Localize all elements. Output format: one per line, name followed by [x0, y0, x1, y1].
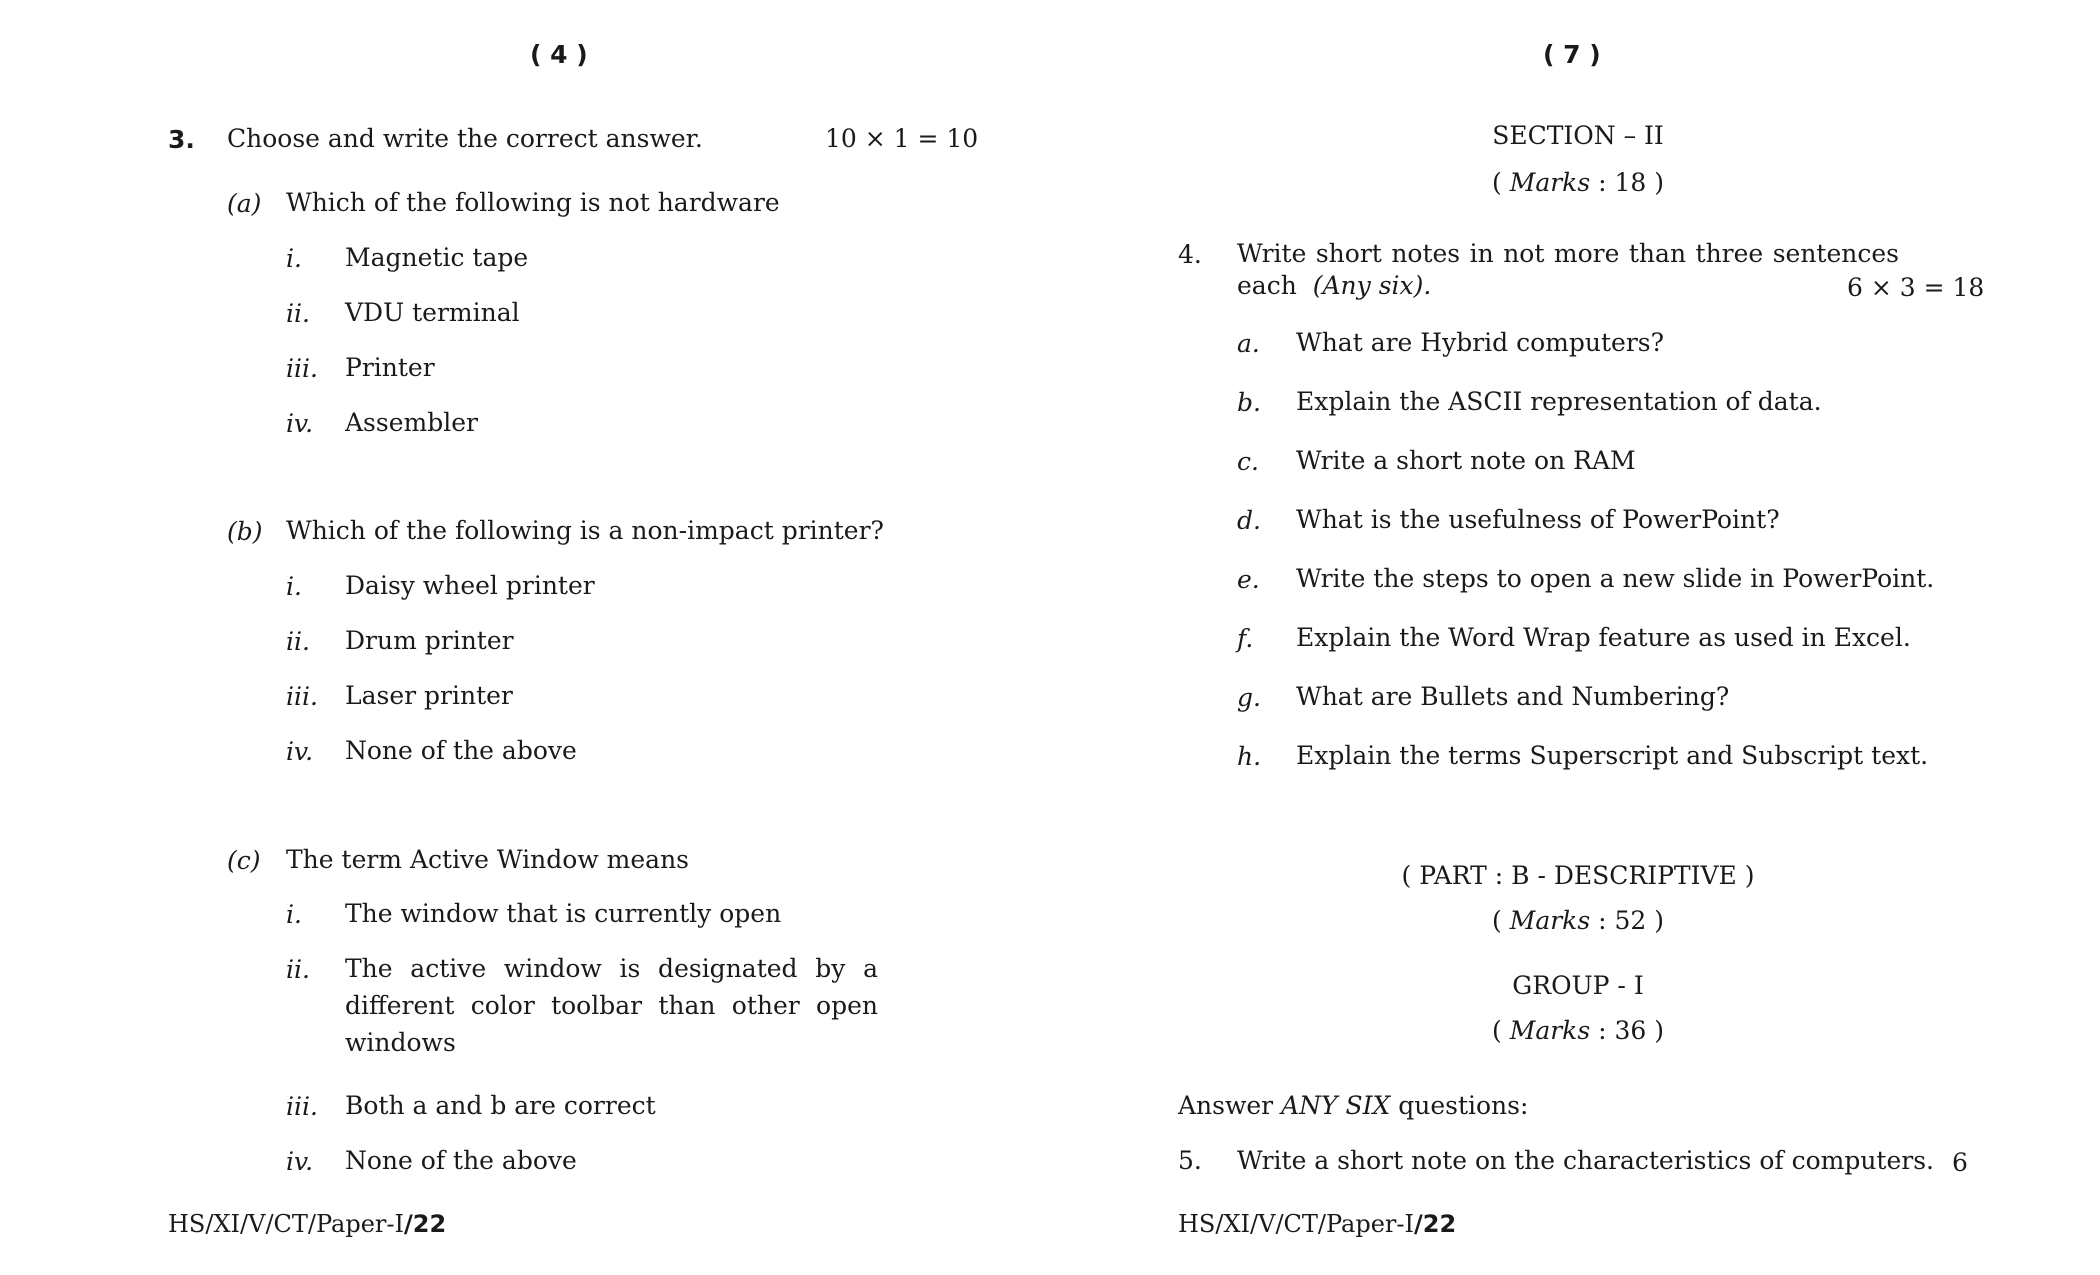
footer-year: /22	[1414, 1210, 1457, 1238]
instruction-suffix: questions:	[1390, 1091, 1529, 1120]
part-title: ( PART : B - DESCRIPTIVE )	[1401, 861, 1755, 890]
question-marks: 6	[1952, 1148, 1968, 1177]
option-text: Magnetic tape	[345, 243, 529, 272]
subquestion-text: Which of the following is not hardware	[286, 188, 780, 217]
footer-code	[168, 1210, 446, 1238]
item-text: What is the usefulness of PowerPoint?	[1296, 505, 1780, 534]
option-text: Printer	[345, 353, 435, 382]
marks-label: Marks	[1509, 1016, 1591, 1045]
page-number: ( 4 )	[530, 40, 588, 69]
question-text	[1237, 235, 1899, 272]
option-label: iii.	[286, 682, 318, 711]
question-line: Write short notes in not more than three sentences	[1237, 239, 1899, 268]
footer-code-text: HS/XI/V/CT/Paper-I	[1178, 1210, 1414, 1238]
option-text: Drum printer	[345, 626, 514, 655]
question-number: 4.	[1178, 240, 1202, 269]
marks-open: (	[1492, 906, 1510, 935]
option-label: iv.	[286, 737, 314, 766]
subquestion-label: (c)	[227, 846, 261, 875]
section-title: SECTION – II	[1492, 121, 1664, 150]
item-label: h.	[1237, 742, 1262, 771]
option-text: None of the above	[345, 736, 577, 765]
group-title: GROUP - I	[1512, 971, 1644, 1000]
question-line-prefix: each	[1237, 271, 1297, 300]
item-text: Explain the Word Wrap feature as used in Excel.	[1296, 623, 1911, 652]
item-label: f.	[1237, 624, 1254, 653]
question-marks: 6 × 3 = 18	[1847, 273, 1985, 302]
subquestion-label: (b)	[227, 517, 263, 546]
subquestion-text: The term Active Window means	[286, 845, 690, 874]
option-label: ii.	[286, 627, 310, 656]
answer-instruction	[1178, 1091, 1528, 1120]
option-line: different color toolbar than other open	[345, 991, 878, 1020]
item-text: Explain the ASCII representation of data.	[1296, 387, 1822, 416]
option-label: iv.	[286, 409, 314, 438]
item-label: b.	[1237, 388, 1261, 417]
option-text: None of the above	[345, 1146, 577, 1175]
question-number: 5.	[1178, 1146, 1202, 1175]
item-text: Write a short note on RAM	[1296, 446, 1636, 475]
marks-value: : 18 )	[1590, 168, 1664, 197]
item-label: a.	[1237, 329, 1260, 358]
option-line: windows	[345, 1028, 456, 1057]
part-marks	[1328, 906, 1828, 935]
footer-code-text: HS/XI/V/CT/Paper-I	[168, 1210, 404, 1238]
item-label: e.	[1237, 565, 1260, 594]
marks-label: Marks	[1509, 906, 1591, 935]
marks-value: : 36 )	[1590, 1016, 1664, 1045]
instruction-prefix: Answer	[1178, 1091, 1282, 1120]
section-marks	[1328, 168, 1828, 197]
option-text: Assembler	[345, 408, 478, 437]
option-text: The window that is currently open	[345, 899, 782, 928]
right-page	[1050, 0, 2100, 1275]
marks-open: (	[1492, 168, 1510, 197]
question-line-italic: (Any six).	[1312, 271, 1432, 300]
option-text: VDU terminal	[345, 298, 520, 327]
item-label: d.	[1237, 506, 1261, 535]
question-marks: 10 × 1 = 10	[825, 124, 979, 153]
instruction-italic: ANY SIX	[1281, 1091, 1391, 1120]
footer-year: /22	[404, 1210, 447, 1238]
marks-open: (	[1492, 1016, 1510, 1045]
page-number: ( 7 )	[1543, 40, 1601, 69]
question-line	[1237, 271, 1431, 300]
option-label: iii.	[286, 354, 318, 383]
option-text-multiline	[345, 950, 878, 1061]
item-text: What are Hybrid computers?	[1296, 328, 1665, 357]
option-text: Laser printer	[345, 681, 513, 710]
option-label: i.	[286, 900, 302, 929]
option-line: The active window is designated by a	[345, 954, 878, 983]
option-label: i.	[286, 244, 302, 273]
item-text: Write the steps to open a new slide in PowerPoint.	[1296, 564, 1935, 593]
subquestion-label: (a)	[227, 189, 262, 218]
item-label: c.	[1237, 447, 1259, 476]
option-label: iii.	[286, 1092, 318, 1121]
option-text: Daisy wheel printer	[345, 571, 595, 600]
item-text: Explain the terms Superscript and Subscript text.	[1296, 741, 1929, 770]
marks-label: Marks	[1509, 168, 1591, 197]
question-text: Write a short note on the characteristics of computers.	[1237, 1146, 1934, 1175]
marks-value: : 52 )	[1590, 906, 1664, 935]
group-marks	[1328, 1016, 1828, 1045]
item-text: What are Bullets and Numbering?	[1296, 682, 1730, 711]
option-label: i.	[286, 572, 302, 601]
item-label: g.	[1237, 683, 1261, 712]
option-label: iv.	[286, 1147, 314, 1176]
option-label: ii.	[286, 955, 310, 984]
question-number: 3.	[168, 125, 195, 154]
option-label: ii.	[286, 299, 310, 328]
footer-code	[1178, 1210, 1456, 1238]
question-instruction: Choose and write the correct answer.	[227, 124, 703, 153]
subquestion-text: Which of the following is a non-impact printer?	[286, 516, 884, 545]
option-text: Both a and b are correct	[345, 1091, 656, 1120]
